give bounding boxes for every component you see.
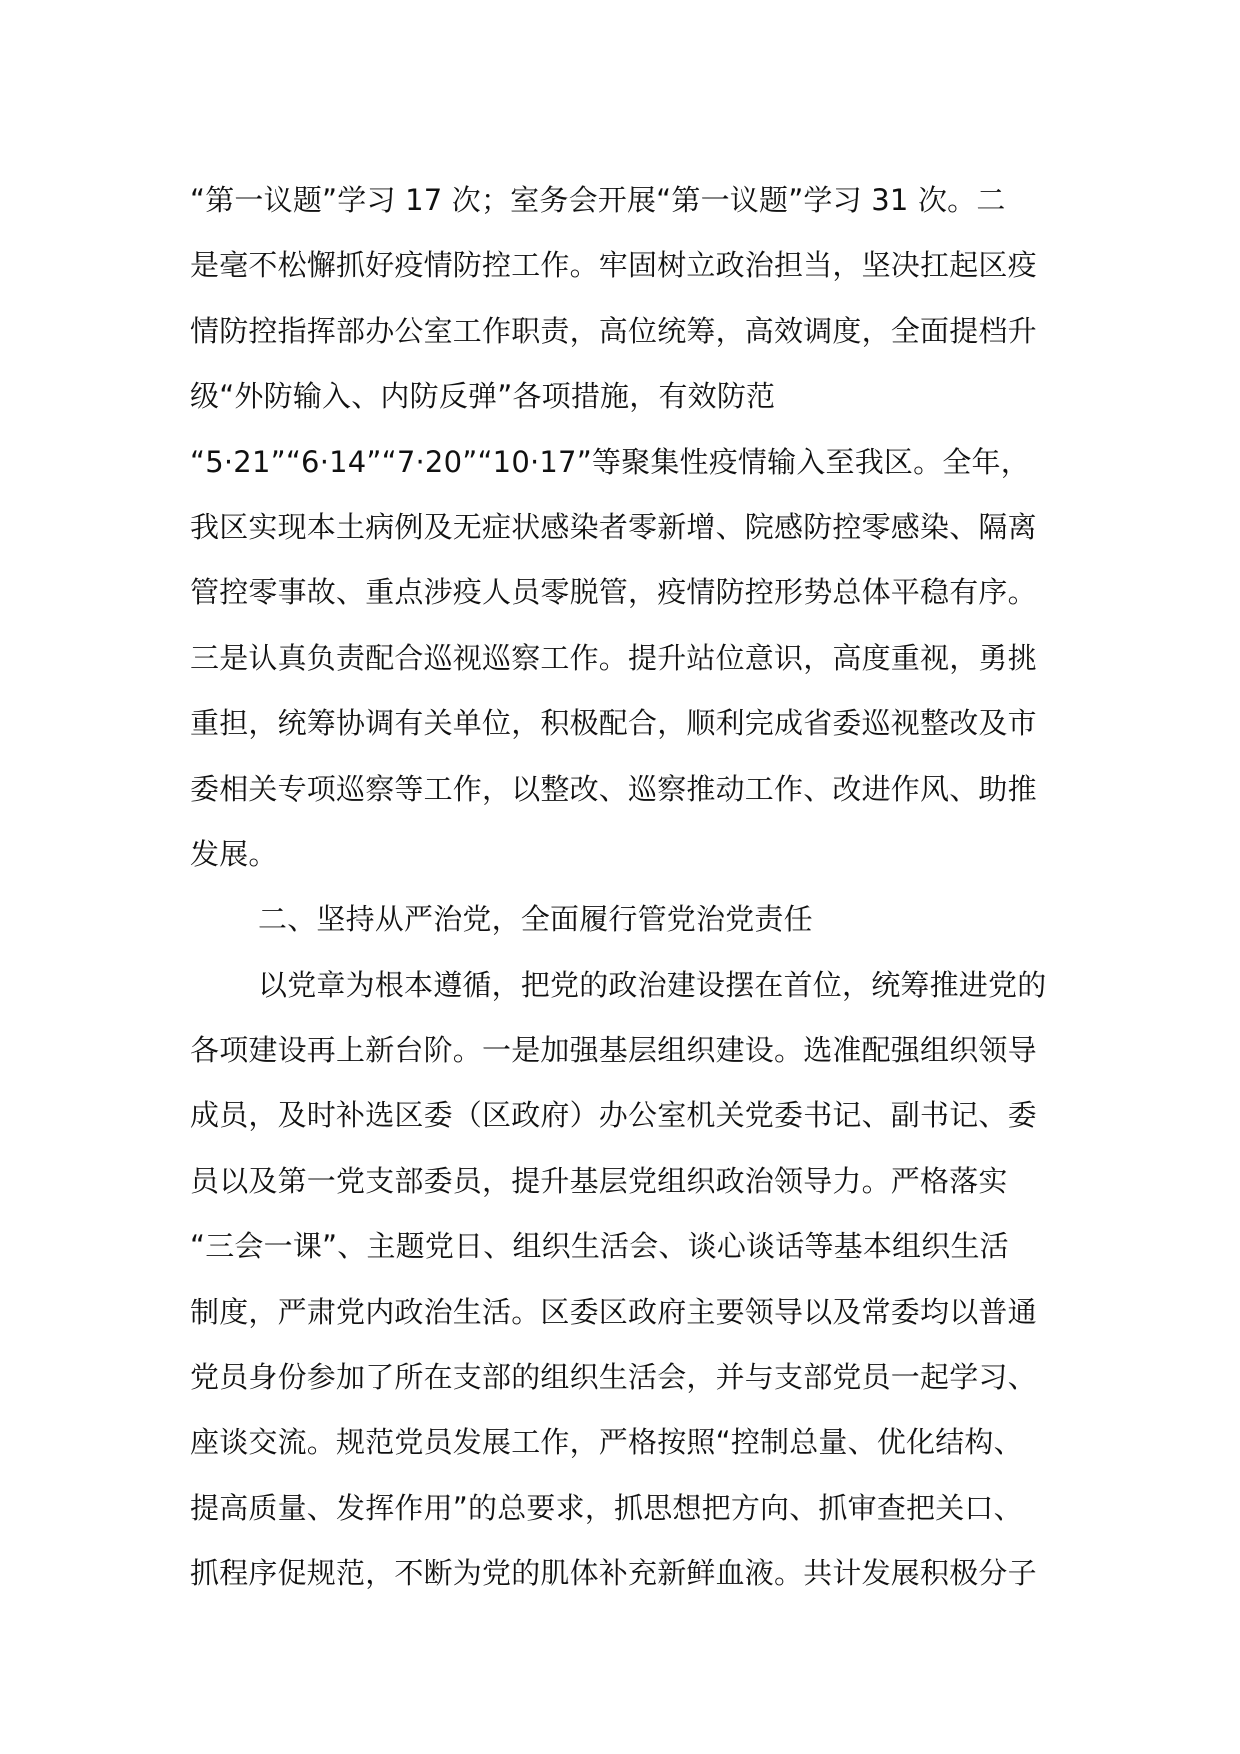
paragraph-first-line: 以党章为根本遵循，把党的政治建设摆在首位，统筹推进党的 xyxy=(258,967,1047,1002)
text-line: 我区实现本土病例及无症状感染者零新增、院感防控零感染、隔离 xyxy=(190,509,1037,544)
text-line: 成员，及时补选区委（区政府）办公室机关党委书记、副书记、委 xyxy=(190,1098,1037,1133)
text-line: 提高质量、发挥作用”的总要求，抓思想把方向、抓审查把关口、 xyxy=(190,1490,1023,1525)
text-line: 员以及第一党支部委员，提升基层党组织政治领导力。严格落实 xyxy=(190,1163,1008,1198)
text-line: 党员身份参加了所在支部的组织生活会，并与支部党员一起学习、 xyxy=(190,1360,1037,1395)
text-line: 座谈交流。规范党员发展工作，严格按照“控制总量、优化结构、 xyxy=(190,1425,1023,1460)
text-line: “三会一课”、主题党日、组织生活会、谈心谈话等基本组织生活 xyxy=(190,1229,1009,1264)
text-line: 管控零事故、重点涉疫人员零脱管，疫情防控形势总体平稳有序。 xyxy=(190,575,1037,610)
text-line: 是毫不松懈抓好疫情防控工作。牢固树立政治担当，坚决扛起区疫 xyxy=(190,248,1037,283)
text-line: 委相关专项巡察等工作，以整改、巡察推动工作、改进作风、助推 xyxy=(190,771,1037,806)
text-line: 各项建设再上新台阶。一是加强基层组织建设。选准配强组织领导 xyxy=(190,1033,1037,1068)
text-line: “第一议题”学习 17 次；室务会开展“第一议题”学习 31 次。二 xyxy=(190,183,1006,217)
body-text xyxy=(190,168,1060,1607)
text-line: 三是认真负责配合巡视巡察工作。提升站位意识，高度重视，勇挑 xyxy=(190,640,1037,675)
text-line: 发展。 xyxy=(190,836,278,871)
text-line: 重担，统筹协调有关单位，积极配合，顺利完成省委巡视整改及市 xyxy=(190,706,1037,741)
text-line: “5·21”“6·14”“7·20”“10·17”等聚集性疫情输入至我区。全年， xyxy=(190,444,1030,479)
text-line: 抓程序促规范，不断为党的肌体补充新鲜血液。共计发展积极分子 xyxy=(190,1556,1037,1591)
text-line: 情防控指挥部办公室工作职责，高位统筹，高效调度，全面提档升 xyxy=(190,313,1037,348)
text-line: 级“外防输入、内防反弹”各项措施，有效防范 xyxy=(190,379,776,414)
text-line: 制度，严肃党内政治生活。区委区政府主要领导以及常委均以普通 xyxy=(190,1294,1037,1329)
section-heading: 二、坚持从严治党，全面履行管党治党责任 xyxy=(258,902,813,937)
